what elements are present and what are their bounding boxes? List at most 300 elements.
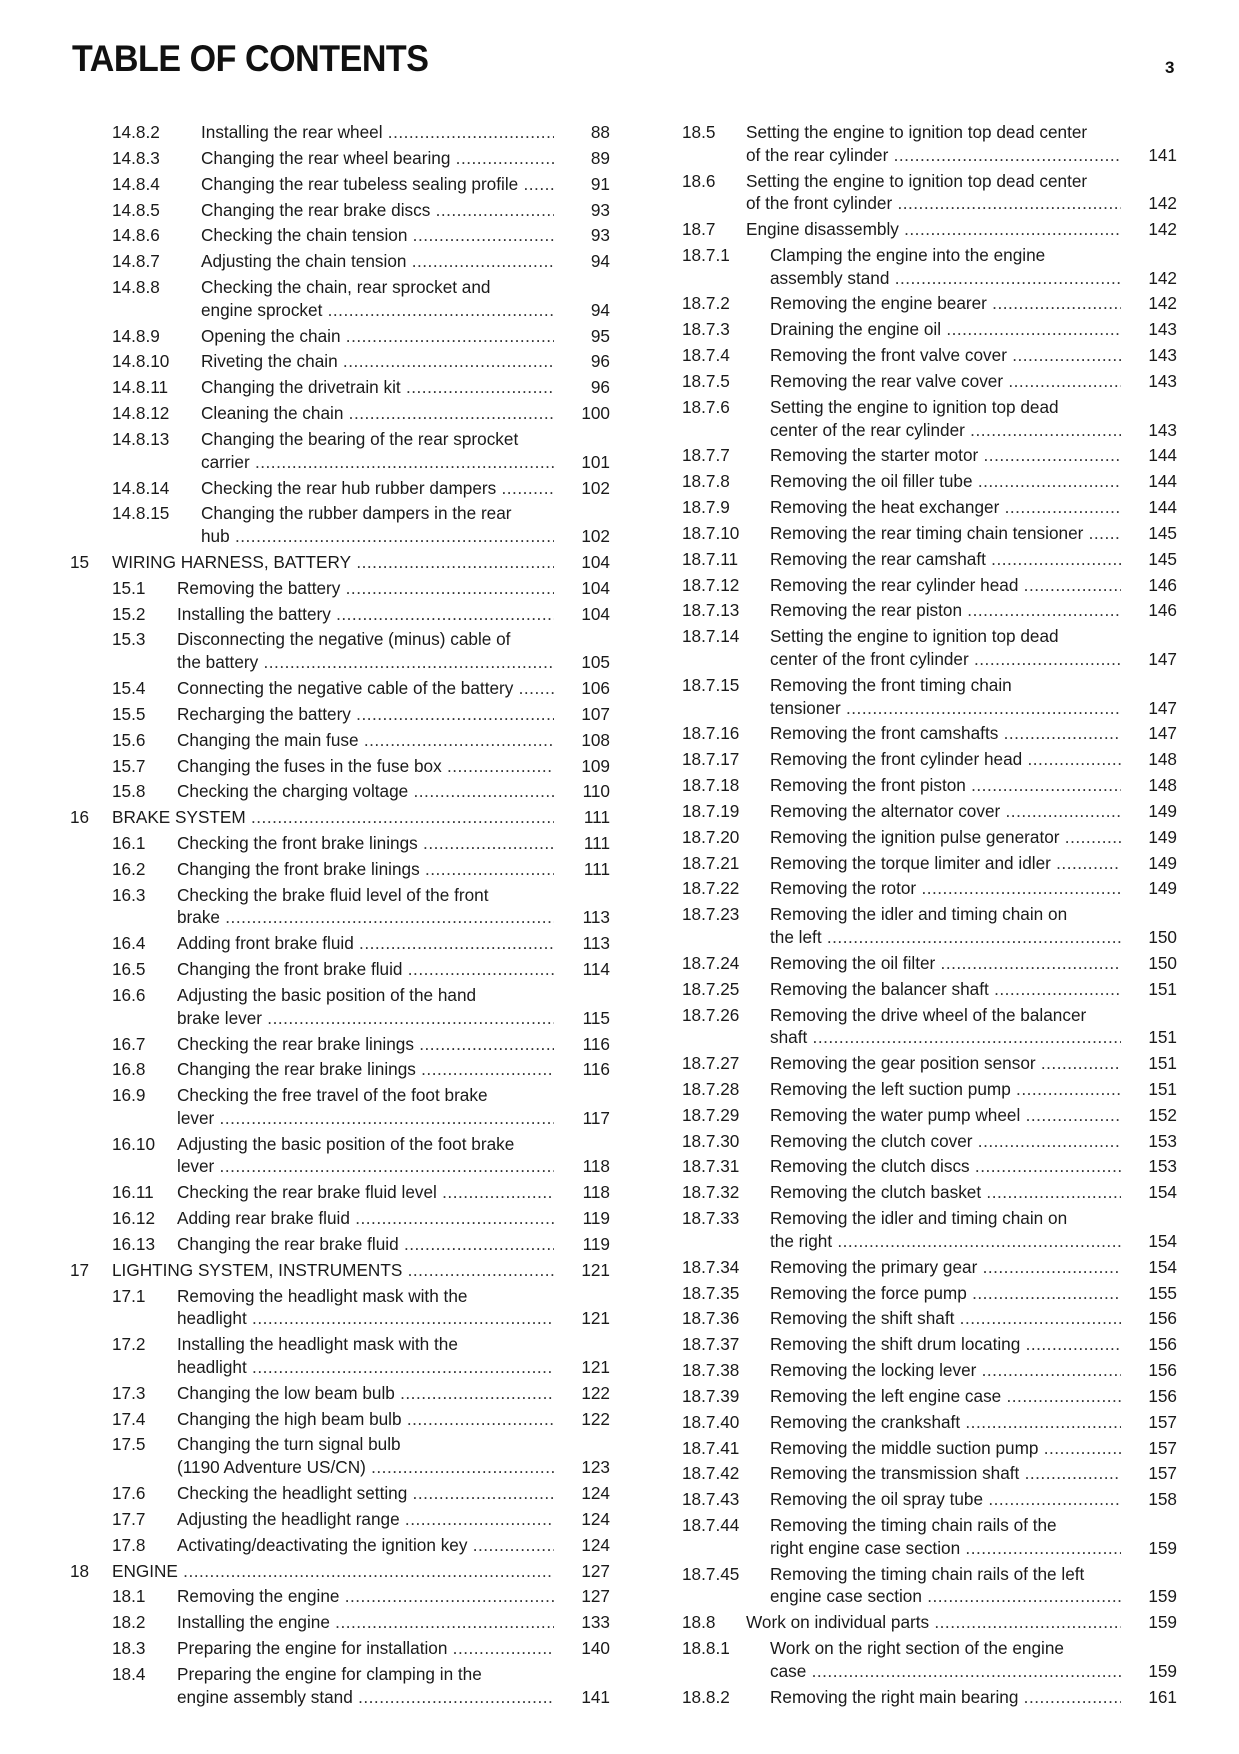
toc-entry[interactable]: [70, 755, 610, 778]
toc-entry-title-line: Installing the headlight mask with the: [177, 1334, 458, 1355]
toc-entry-page: 108: [581, 729, 610, 750]
toc-entry[interactable]: [682, 522, 1177, 545]
toc-entry[interactable]: [682, 292, 1177, 315]
toc-entry-number: 18.7.38: [682, 1360, 740, 1381]
toc-entry[interactable]: [682, 826, 1177, 849]
toc-entry-number: 15.8: [112, 781, 146, 802]
toc-entry[interactable]: [70, 1585, 610, 1608]
toc-entry[interactable]: [682, 1637, 1177, 1682]
toc-entry[interactable]: [682, 1307, 1177, 1330]
toc-entry[interactable]: [70, 551, 610, 574]
toc-entry[interactable]: [70, 1663, 610, 1708]
toc-entry[interactable]: [682, 1563, 1177, 1608]
toc-entry[interactable]: [70, 1181, 610, 1204]
toc-entry-title: [177, 1408, 554, 1431]
toc-entry[interactable]: [682, 121, 1177, 166]
toc-entry-title-line: Removing the primary gear: [770, 1256, 978, 1277]
toc-entry-title-line: Changing the rear brake linings: [177, 1059, 416, 1080]
toc-entry[interactable]: [682, 1611, 1177, 1634]
toc-entry[interactable]: [70, 121, 610, 144]
toc-entry-title-line: the left: [770, 927, 822, 948]
toc-entry-number: 18.7.4: [682, 345, 730, 366]
toc-entry[interactable]: [682, 674, 1177, 719]
toc-entry-title-line: Adjusting the chain tension: [201, 251, 407, 272]
toc-entry-page: 124: [581, 1483, 610, 1504]
toc-entry-page: 158: [1148, 1489, 1177, 1510]
toc-entry-title-line: Removing the front piston: [770, 775, 966, 796]
toc-entry-number: 14.8.2: [112, 122, 160, 142]
toc-entry-number: 18.1: [112, 1586, 146, 1607]
toc-entry[interactable]: [70, 1408, 610, 1431]
toc-entry-title: [770, 370, 1121, 393]
toc-entry-title: [770, 1411, 1121, 1434]
toc-entry-title: [112, 551, 554, 574]
toc-entry-title-line: engine case section: [770, 1586, 922, 1607]
toc-entry-title: [177, 1663, 554, 1708]
toc-entry-title-line: Removing the ignition pulse generator: [770, 826, 1060, 847]
toc-entry-number: 14.8.9: [112, 325, 160, 346]
toc-entry[interactable]: [682, 903, 1177, 948]
toc-entry[interactable]: [70, 1133, 610, 1178]
toc-entry-number: 15.3: [112, 629, 146, 650]
toc-entry[interactable]: [70, 577, 610, 600]
toc-entry-page: 147: [1148, 649, 1177, 670]
toc-entry-page: 142: [1148, 193, 1177, 214]
toc-entry[interactable]: [70, 1033, 610, 1056]
toc-entry[interactable]: [70, 350, 610, 373]
toc-entry-number: 17.6: [112, 1483, 146, 1504]
page-title: TABLE OF CONTENTS: [72, 38, 429, 79]
toc-entry-number: 18.8.1: [682, 1638, 730, 1659]
toc-entry-number: 18.7.14: [682, 626, 740, 647]
toc-entry[interactable]: [70, 325, 610, 348]
toc-entry-number: 18.7.13: [682, 600, 740, 621]
toc-entry-number: 17.2: [112, 1334, 146, 1355]
toc-entry[interactable]: [70, 250, 610, 273]
toc-entry-page: 123: [581, 1457, 610, 1478]
toc-entry[interactable]: [70, 1433, 610, 1478]
toc-entry-title: [177, 1181, 554, 1204]
toc-entry[interactable]: [682, 344, 1177, 367]
toc-entry-title: [177, 1482, 554, 1505]
toc-entry[interactable]: [70, 224, 610, 247]
toc-entry-title-line: (1190 Adventure US/CN): [177, 1457, 366, 1478]
toc-entry[interactable]: [682, 1004, 1177, 1049]
toc-entry-number: 18.7.5: [682, 371, 730, 392]
toc-entry-title: [201, 224, 554, 247]
toc-entry-title-line: Removing the oil filler tube: [770, 471, 973, 492]
toc-entry-title-line: Removing the left engine case: [770, 1385, 1002, 1406]
toc-entry-number: 15.7: [112, 755, 146, 776]
toc-entry-page: 145: [1148, 548, 1177, 569]
toc-entry-title: [770, 1437, 1121, 1460]
toc-entry[interactable]: [70, 677, 610, 700]
toc-entry-page: 122: [581, 1382, 610, 1403]
toc-entry-page: 153: [1148, 1130, 1177, 1151]
toc-entry-number: 18.7.22: [682, 878, 740, 899]
toc-entry[interactable]: [70, 1084, 610, 1129]
toc-entry-page: 121: [581, 1308, 610, 1329]
toc-entry-title: [770, 1563, 1121, 1608]
toc-entry-page: 143: [1148, 319, 1177, 340]
toc-entry-title: [177, 628, 554, 673]
toc-entry-number: 18.7.9: [682, 497, 730, 518]
toc-entry[interactable]: [70, 1637, 610, 1660]
toc-entry-page: 145: [1148, 522, 1177, 543]
toc-entry[interactable]: [682, 1155, 1177, 1178]
toc-entry-title-line: Disconnecting the negative (minus) cable of: [177, 629, 511, 650]
toc-entry[interactable]: [682, 1078, 1177, 1101]
toc-entry-number: 14.8.11: [112, 377, 169, 398]
toc-entry[interactable]: [70, 884, 610, 929]
toc-entry-title-line: Checking the rear brake fluid level: [177, 1182, 437, 1203]
toc-entry-title-line: tensioner: [770, 697, 841, 718]
toc-entry[interactable]: [682, 1359, 1177, 1382]
toc-entry[interactable]: [70, 958, 610, 981]
toc-entry-title-line: Removing the rear timing chain tensioner: [770, 522, 1084, 543]
toc-entry-page: 127: [581, 1586, 610, 1607]
toc-entry-title: [201, 428, 554, 473]
toc-entry-title-line: Changing the turn signal bulb: [177, 1434, 401, 1455]
toc-entry-page: 110: [582, 781, 610, 802]
toc-entry-page: 88: [590, 122, 610, 142]
toc-entry-title: [177, 1233, 554, 1256]
toc-entry-number: 17.3: [112, 1382, 146, 1403]
toc-entry[interactable]: [682, 1514, 1177, 1559]
toc-entry[interactable]: [682, 1462, 1177, 1485]
toc-entry-title: [770, 1004, 1121, 1049]
toc-entry-title: [177, 1611, 554, 1634]
toc-entry-title-line: Changing the drivetrain kit: [201, 377, 401, 398]
toc-entry-number: 18.7: [682, 219, 716, 240]
toc-entry[interactable]: [70, 502, 610, 547]
toc-entry[interactable]: [70, 1233, 610, 1256]
toc-entry-page: 96: [590, 377, 610, 398]
toc-entry-title: [770, 852, 1121, 875]
toc-entry-page: 154: [1148, 1182, 1177, 1203]
toc-entry[interactable]: [682, 978, 1177, 1001]
toc-entry-number: 18.7.30: [682, 1130, 740, 1151]
toc-entry[interactable]: [70, 173, 610, 196]
toc-entry-title-line: Cleaning the chain: [201, 403, 344, 424]
toc-entry-title-line: Setting the engine to ignition top dead center: [746, 170, 1088, 191]
toc-entry[interactable]: [70, 1611, 610, 1634]
toc-entry-page: 150: [1148, 927, 1177, 948]
toc-entry-title-line: Removing the locking lever: [770, 1360, 977, 1381]
toc-entry[interactable]: [70, 1482, 610, 1505]
toc-entry-number: 18.7.19: [682, 800, 740, 821]
toc-entry-number: 18.7.37: [682, 1334, 740, 1355]
toc-entry[interactable]: [682, 1282, 1177, 1305]
toc-entry[interactable]: [70, 932, 610, 955]
toc-entry[interactable]: [682, 1207, 1177, 1252]
toc-entry-number: 18.7.24: [682, 952, 740, 973]
toc-entry-title: [177, 1333, 554, 1378]
toc-entry-number: 18.7.8: [682, 471, 730, 492]
toc-entry-page: 100: [581, 403, 610, 424]
toc-entry[interactable]: [682, 396, 1177, 441]
toc-entry-title-line: Changing the front brake fluid: [177, 959, 403, 980]
toc-entry-page: 107: [581, 703, 610, 724]
toc-entry-page: 156: [1148, 1385, 1177, 1406]
toc-entry[interactable]: [682, 877, 1177, 900]
toc-entry[interactable]: [70, 147, 610, 170]
toc-entry-number: 18.7.11: [682, 548, 739, 569]
toc-entry-title: [201, 325, 554, 348]
toc-entry-title-line: Removing the middle suction pump: [770, 1437, 1039, 1458]
toc-entry-title: [177, 1585, 554, 1608]
toc-entry[interactable]: [682, 170, 1177, 215]
toc-entry-title: [177, 832, 554, 855]
toc-entry-title: [770, 826, 1121, 849]
toc-entry[interactable]: [70, 1534, 610, 1557]
toc-entry-number: 18: [70, 1560, 90, 1581]
toc-entry-title: [201, 173, 554, 196]
toc-entry[interactable]: [70, 780, 610, 803]
toc-entry-title-line: headlight: [177, 1356, 247, 1377]
toc-entry-title: [746, 218, 1121, 241]
toc-entry[interactable]: [70, 199, 610, 222]
toc-entry-title-line: Changing the rear brake discs: [201, 199, 431, 220]
toc-entry-title: [770, 978, 1121, 1001]
toc-entry[interactable]: [70, 1333, 610, 1378]
toc-entry[interactable]: [682, 574, 1177, 597]
toc-entry-number: 18.7.10: [682, 522, 740, 543]
toc-entry[interactable]: [70, 376, 610, 399]
toc-entry-title-line: Removing the left suction pump: [770, 1078, 1011, 1099]
toc-entry-title-line: of the front cylinder: [746, 193, 893, 214]
toc-entry[interactable]: [70, 1285, 610, 1330]
toc-entry-title: [177, 780, 554, 803]
toc-entry-page: 111: [583, 858, 610, 879]
toc-entry-title: [177, 703, 554, 726]
toc-entry-title-line: engine assembly stand: [177, 1686, 353, 1707]
toc-entry-page: 143: [1148, 419, 1177, 440]
toc-entry[interactable]: [682, 218, 1177, 241]
toc-entry-number: 16: [70, 807, 90, 828]
toc-entry[interactable]: [70, 703, 610, 726]
toc-entry-page: 114: [582, 959, 610, 980]
toc-entry[interactable]: [70, 984, 610, 1029]
toc-entry[interactable]: [682, 1181, 1177, 1204]
toc-entry-title: [770, 574, 1121, 597]
toc-entry-title: [177, 884, 554, 929]
toc-entry-title-line: Adjusting the headlight range: [177, 1508, 400, 1529]
toc-entry[interactable]: [682, 370, 1177, 393]
toc-entry-number: 18.7.35: [682, 1282, 740, 1303]
toc-entry-page: 118: [582, 1182, 610, 1203]
toc-entry-title-line: Removing the rear piston: [770, 600, 963, 621]
toc-entry-title-line: Engine disassembly: [746, 219, 899, 240]
toc-entry[interactable]: [682, 800, 1177, 823]
toc-entry-number: 15: [70, 551, 90, 572]
toc-entry[interactable]: [70, 1259, 610, 1282]
toc-entry[interactable]: [682, 952, 1177, 975]
toc-entry[interactable]: [70, 628, 610, 673]
toc-entry-title-line: Removing the drive wheel of the balancer: [770, 1004, 1087, 1025]
toc-entry-title-line: Removing the clutch discs: [770, 1156, 970, 1177]
toc-entry-title-line: lever: [177, 1107, 215, 1128]
toc-entry-page: 149: [1148, 800, 1177, 821]
toc-entry-page: 104: [581, 577, 610, 598]
toc-entry[interactable]: [682, 444, 1177, 467]
toc-entry-title: [770, 444, 1121, 467]
toc-entry-page: 116: [582, 1033, 610, 1054]
toc-entry[interactable]: [682, 1411, 1177, 1434]
toc-entry[interactable]: [682, 625, 1177, 670]
toc-entry-page: 119: [582, 1234, 610, 1254]
toc-entry-title: [770, 1488, 1121, 1511]
toc-entry-page: 157: [1148, 1411, 1177, 1432]
toc-entry[interactable]: [682, 852, 1177, 875]
toc-entry-title-line: Checking the rear hub rubber dampers: [201, 477, 497, 498]
toc-entry-title-line: assembly stand: [770, 267, 890, 288]
toc-entry-title: [770, 903, 1121, 948]
toc-entry-title: [201, 502, 554, 547]
toc-entry-title-line: Changing the low beam bulb: [177, 1382, 395, 1403]
toc-entry-title: [770, 1462, 1121, 1485]
toc-entry-number: 17.8: [112, 1534, 146, 1555]
toc-entry[interactable]: [70, 858, 610, 881]
toc-entry[interactable]: [70, 832, 610, 855]
toc-entry[interactable]: [70, 729, 610, 752]
toc-entry[interactable]: [682, 1488, 1177, 1511]
toc-entry[interactable]: [682, 496, 1177, 519]
toc-entry-title: [112, 806, 554, 829]
toc-entry[interactable]: [70, 1508, 610, 1531]
toc-entry-number: 14.8.6: [112, 225, 160, 246]
toc-entry[interactable]: [682, 470, 1177, 493]
toc-entry[interactable]: [70, 1207, 610, 1230]
toc-entry-title-line: Removing the force pump: [770, 1282, 967, 1303]
toc-entry[interactable]: [70, 428, 610, 473]
toc-entry[interactable]: [682, 599, 1177, 622]
toc-entry-page: 119: [582, 1208, 610, 1229]
toc-entry-number: 18.7.18: [682, 775, 740, 796]
toc-entry-page: 155: [1148, 1282, 1177, 1303]
toc-entry[interactable]: [682, 548, 1177, 571]
toc-entry-number: 18.2: [112, 1612, 146, 1633]
toc-entry-title: [770, 1104, 1121, 1127]
toc-entry-title: [112, 1259, 554, 1282]
toc-entry-title: [770, 1256, 1121, 1279]
toc-entry-page: 148: [1148, 749, 1177, 770]
toc-entry-page: 146: [1148, 600, 1177, 621]
toc-entry-title-line: Checking the chain, rear sprocket and: [201, 277, 491, 298]
toc-entry-title-line: Changing the front brake linings: [177, 858, 420, 879]
toc-entry-title-line: Removing the rotor: [770, 878, 917, 899]
toc-entry-number: 18.7.41: [682, 1437, 740, 1458]
toc-entry[interactable]: [70, 402, 610, 425]
toc-entry-page: 124: [581, 1508, 610, 1529]
toc-entry[interactable]: [682, 1333, 1177, 1356]
toc-entry[interactable]: [682, 1437, 1177, 1460]
toc-entry-title: [770, 625, 1121, 670]
toc-entry[interactable]: [682, 748, 1177, 771]
toc-entry-title: [770, 292, 1121, 315]
toc-entry[interactable]: [682, 244, 1177, 289]
toc-entry-number: 17.1: [112, 1285, 146, 1306]
toc-entry-number: 18.7.44: [682, 1515, 740, 1536]
toc-entry-number: 18.7.28: [682, 1078, 740, 1099]
toc-entry[interactable]: [682, 1686, 1177, 1709]
toc-entry-number: 18.7.15: [682, 674, 740, 695]
toc-entry-page: 91: [590, 173, 610, 194]
toc-entry-title-line: Work on the right section of the engine: [770, 1638, 1064, 1659]
toc-entry-title: [770, 599, 1121, 622]
toc-entry-number: 16.13: [112, 1234, 156, 1254]
toc-entry[interactable]: [682, 1130, 1177, 1153]
toc-entry-number: 18.4: [112, 1663, 146, 1684]
toc-entry-page: 93: [590, 199, 610, 220]
toc-entry-title-line: Removing the timing chain rails of the left: [770, 1563, 1085, 1584]
toc-entry-title-line: Removing the front cylinder head: [770, 749, 1023, 770]
toc-entry-number: 14.8.12: [112, 403, 170, 424]
toc-entry[interactable]: [70, 603, 610, 626]
toc-entry-title-line: Removing the water pump wheel: [770, 1104, 1021, 1125]
toc-entry-title-line: center of the front cylinder: [770, 649, 969, 670]
toc-entry-page: 122: [581, 1408, 610, 1429]
toc-entry-page: 104: [581, 603, 610, 624]
toc-entry-page: 148: [1148, 775, 1177, 796]
toc-entry-number: 18.7.33: [682, 1208, 740, 1229]
toc-right-column: [682, 121, 1177, 1711]
toc-entry-title: [770, 1155, 1121, 1178]
toc-entry-title: [201, 402, 554, 425]
toc-entry-title: [177, 1084, 554, 1129]
toc-entry-title: [112, 1560, 554, 1583]
toc-entry-number: 16.10: [112, 1133, 156, 1154]
toc-entry-number: 14.8.7: [112, 251, 160, 272]
toc-entry[interactable]: [70, 1382, 610, 1405]
toc-entry-page: 147: [1148, 697, 1177, 718]
toc-entry-number: 14.8.4: [112, 173, 160, 194]
toc-entry-title: [201, 276, 554, 321]
toc-entry-number: 14.8.8: [112, 277, 160, 298]
toc-entry[interactable]: [70, 276, 610, 321]
toc-entry-title-line: Adding front brake fluid: [177, 933, 354, 954]
toc-entry-title: [177, 1534, 554, 1557]
toc-entry-title-line: Removing the crankshaft: [770, 1411, 961, 1432]
toc-entry-number: 17.4: [112, 1408, 146, 1429]
toc-entry[interactable]: [70, 1560, 610, 1583]
toc-entry[interactable]: [70, 1058, 610, 1081]
toc-entry-title: [770, 877, 1121, 900]
toc-entry[interactable]: [70, 477, 610, 500]
toc-entry-title-line: engine sprocket: [201, 299, 323, 320]
toc-entry-title-line: Removing the front camshafts: [770, 723, 999, 744]
toc-entry-number: 14.8.13: [112, 428, 170, 449]
toc-entry-page: 111: [583, 807, 610, 828]
toc-entry-number: 18.7.32: [682, 1182, 740, 1203]
toc-entry[interactable]: [682, 1052, 1177, 1075]
toc-entry-number: 14.8.5: [112, 199, 160, 220]
toc-entry[interactable]: [682, 1256, 1177, 1279]
toc-entry[interactable]: [682, 722, 1177, 745]
toc-entry[interactable]: [682, 774, 1177, 797]
toc-entry-title: [177, 1058, 554, 1081]
toc-entry[interactable]: [682, 318, 1177, 341]
toc-entry-page: 142: [1148, 293, 1177, 314]
toc-entry[interactable]: [682, 1385, 1177, 1408]
toc-entry[interactable]: [682, 1104, 1177, 1127]
toc-entry-title-line: of the rear cylinder: [746, 144, 889, 165]
toc-entry-title-line: Removing the alternator cover: [770, 800, 1001, 821]
toc-entry[interactable]: [70, 806, 610, 829]
toc-entry-number: 16.9: [112, 1085, 146, 1106]
toc-entry-number: 18.7.36: [682, 1308, 740, 1329]
toc-entry-title: [770, 1130, 1121, 1153]
